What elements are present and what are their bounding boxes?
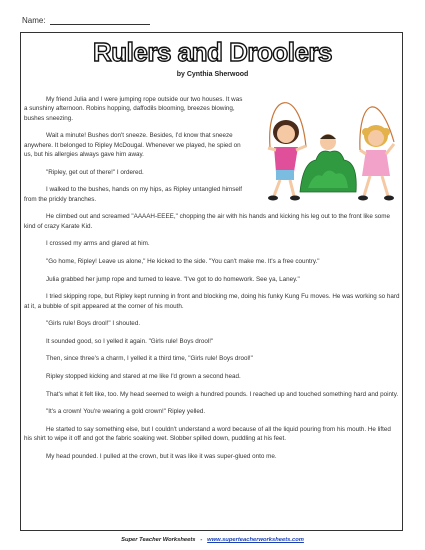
story-text: [24, 95, 400, 469]
story-paragraph: "Ripley, get out of there!" I ordered.: [46, 168, 144, 176]
story-paragraph: I walked to the bushes, hands on my hips, as Ripley untangled himself from the prickly branches.: [24, 186, 243, 203]
story-paragraph: My head pounded. I pulled at the crown, but it was like it was super-glued onto me.: [46, 452, 277, 460]
story-paragraph: My friend Julia and I were jumping rope outside our two houses. It was a sunshiny afternoon. Robins hopping, daffodils blooming, breezes blowing, bushes sneezing.: [24, 96, 243, 122]
footer-link[interactable]: www.superteacherworksheets.com: [207, 537, 304, 543]
story-paragraph: I crossed my arms and glared at him.: [46, 240, 150, 248]
story-paragraph: "It's a crown! You're wearing a gold crown!" Ripley yelled.: [46, 408, 206, 416]
footer-separator: -: [200, 537, 203, 543]
name-line[interactable]: [50, 17, 150, 25]
name-field: [22, 16, 150, 25]
name-label: Name:: [22, 16, 46, 25]
page-title: Rulers and Droolers: [92, 37, 332, 67]
story-paragraph: It sounded good, so I yelled it again. "Girls rule! Boys drool!": [46, 337, 214, 345]
story-paragraph: Wait a minute! Bushes don't sneeze. Besides, I'd know that sneeze anywhere. It belonged to Ripley McDougal. Whenever we played, he spied on us, but his allergies always gave him away.: [24, 132, 241, 159]
author-byline: by Cynthia Sherwood: [176, 71, 249, 78]
story-paragraph: He climbed out and screamed "AAAAH-EEEE," chopping the air with his hands and kicking his leg out to the front like some kind of crazy Karate Kid.: [24, 213, 390, 230]
story-paragraph: Julia grabbed her jump rope and turned to leave. "I've got to do homework. See ya, Laney.": [46, 275, 300, 283]
story-paragraph: That's what it felt like, too. My head seemed to weigh a hundred pounds. I reached up and touched something hard and pointy.: [46, 390, 399, 398]
story-paragraph: Ripley stopped kicking and stared at me like I'd grown a second head.: [46, 372, 241, 380]
page-footer: [0, 537, 425, 543]
story-paragraph: Then, since three's a charm, I yelled it a third time, "Girls rule! Boys drool!": [46, 355, 253, 363]
story-paragraph: "Girls rule! Boys drool!" I shouted.: [46, 320, 141, 328]
story-paragraph: He started to say something else, but I couldn't understand a word because of all the liquid pouring from his mouth. He lifted his shirt to wipe it off and got the fabric soaking wet. Slobber spilled down, puddling at his feet.: [24, 425, 391, 443]
story-paragraph: "Go home, Ripley! Leave us alone," He kicked to the side. "You can't make me. It's a free country.": [46, 258, 320, 265]
footer-brand: Super Teacher Worksheets: [121, 537, 196, 543]
story-paragraph: I tried skipping rope, but Ripley kept running in front and blocking me, doing his funky Kung Fu moves. He was working so hard at it, a bubble of spit appeared at the corner of his mouth.: [24, 293, 400, 310]
